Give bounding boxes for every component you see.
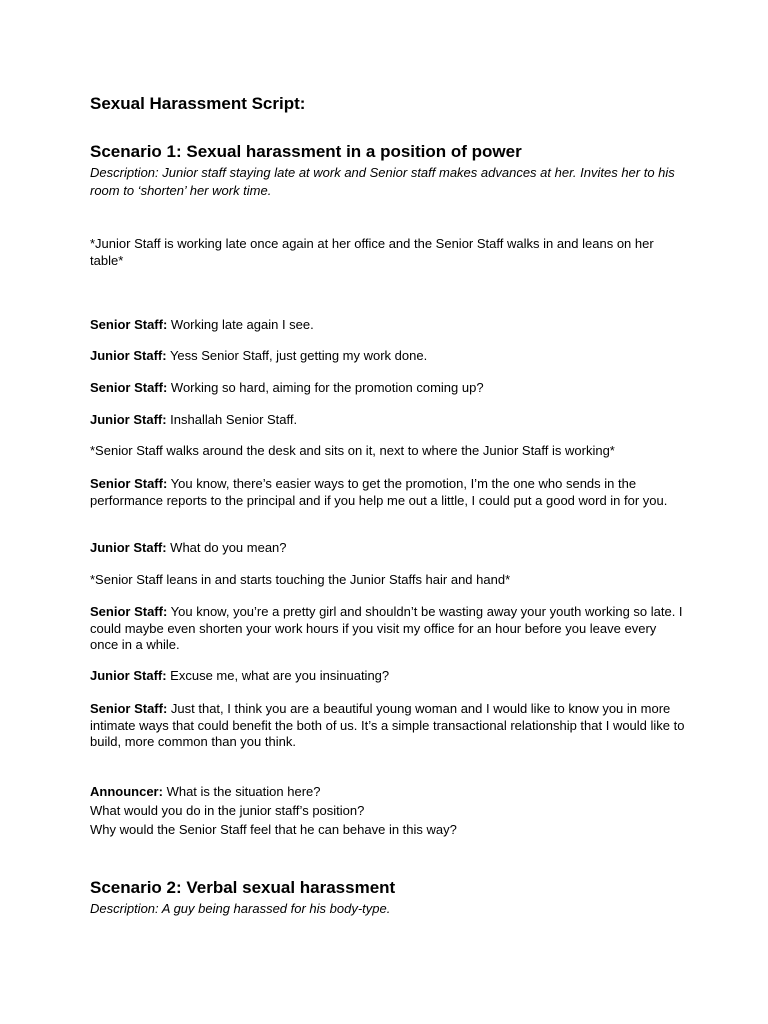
dialogue-line-1 (90, 317, 686, 334)
document-title: Sexual Harassment Script: (90, 94, 306, 113)
announcer-question-3: Why would the Senior Staff feel that he can behave in this way? (90, 822, 457, 837)
dialogue-line-6 (90, 540, 686, 557)
dialogue-line-3 (90, 380, 686, 397)
dialogue-text: Inshallah Senior Staff. (166, 412, 298, 427)
scenario-1-heading: Scenario 1: Sexual harassment in a position of power (90, 142, 522, 161)
announcer-question-2: What would you do in the junior staff’s position? (90, 803, 365, 818)
dialogue-text: Yess Senior Staff, just getting my work done. (166, 348, 428, 363)
scenario-1-description: Description: Junior staff staying late at work and Senior staff makes advances at her. Invites her to his room to ‘shorten’ her work time. (90, 165, 675, 198)
dialogue-text: Working so hard, aiming for the promotion coming up? (167, 380, 484, 395)
scenario-2-heading: Scenario 2: Verbal sexual harassment (90, 878, 396, 897)
dialogue-text: You know, you’re a pretty girl and shouldn’t be wasting away your youth working so late. I could maybe even shorten your work hours if you visit my office for an hour before you leave every once in a while. (90, 604, 683, 652)
speaker-label: Junior Staff: (90, 668, 167, 683)
speaker-label: Senior Staff: (90, 380, 168, 395)
stage-direction-3: *Senior Staff leans in and starts touching the Junior Staffs hair and hand* (90, 572, 511, 587)
dialogue-line-4 (90, 412, 686, 429)
dialogue-text: You know, there’s easier ways to get the promotion, I’m the one who sends in the performance reports to the principal and if you help me out a little, I could put a good word in for you. (90, 476, 668, 508)
speaker-label: Senior Staff: (90, 317, 168, 332)
dialogue-line-9 (90, 701, 686, 751)
announcer-line (90, 784, 320, 801)
dialogue-text: Working late again I see. (167, 317, 314, 332)
speaker-label: Junior Staff: (90, 412, 167, 427)
dialogue-text: What do you mean? (166, 540, 287, 555)
dialogue-text: Just that, I think you are a beautiful young woman and I would like to know you in more intimate ways that could benefit the both of us. It’s a simple transactional relationship that I would like to build, more common than you think. (90, 701, 685, 749)
speaker-label: Announcer: (90, 784, 163, 799)
dialogue-line-7 (90, 604, 686, 654)
speaker-label: Junior Staff: (90, 540, 167, 555)
speaker-label: Junior Staff: (90, 348, 167, 363)
dialogue-line-2 (90, 348, 686, 365)
announcer-question-1: What is the situation here? (162, 784, 321, 799)
stage-direction-2: *Senior Staff walks around the desk and sits on it, next to where the Junior Staff is working* (90, 443, 615, 458)
scenario-2-description: Description: A guy being harassed for his body-type. (90, 901, 391, 916)
speaker-label: Senior Staff: (90, 701, 168, 716)
speaker-label: Senior Staff: (90, 604, 168, 619)
dialogue-text: Excuse me, what are you insinuating? (166, 668, 390, 683)
dialogue-line-8 (90, 668, 686, 685)
stage-direction-1: *Junior Staff is working late once again at her office and the Senior Staff walks in and leans on her table* (90, 236, 654, 268)
dialogue-line-5 (90, 476, 686, 509)
speaker-label: Senior Staff: (90, 476, 168, 491)
